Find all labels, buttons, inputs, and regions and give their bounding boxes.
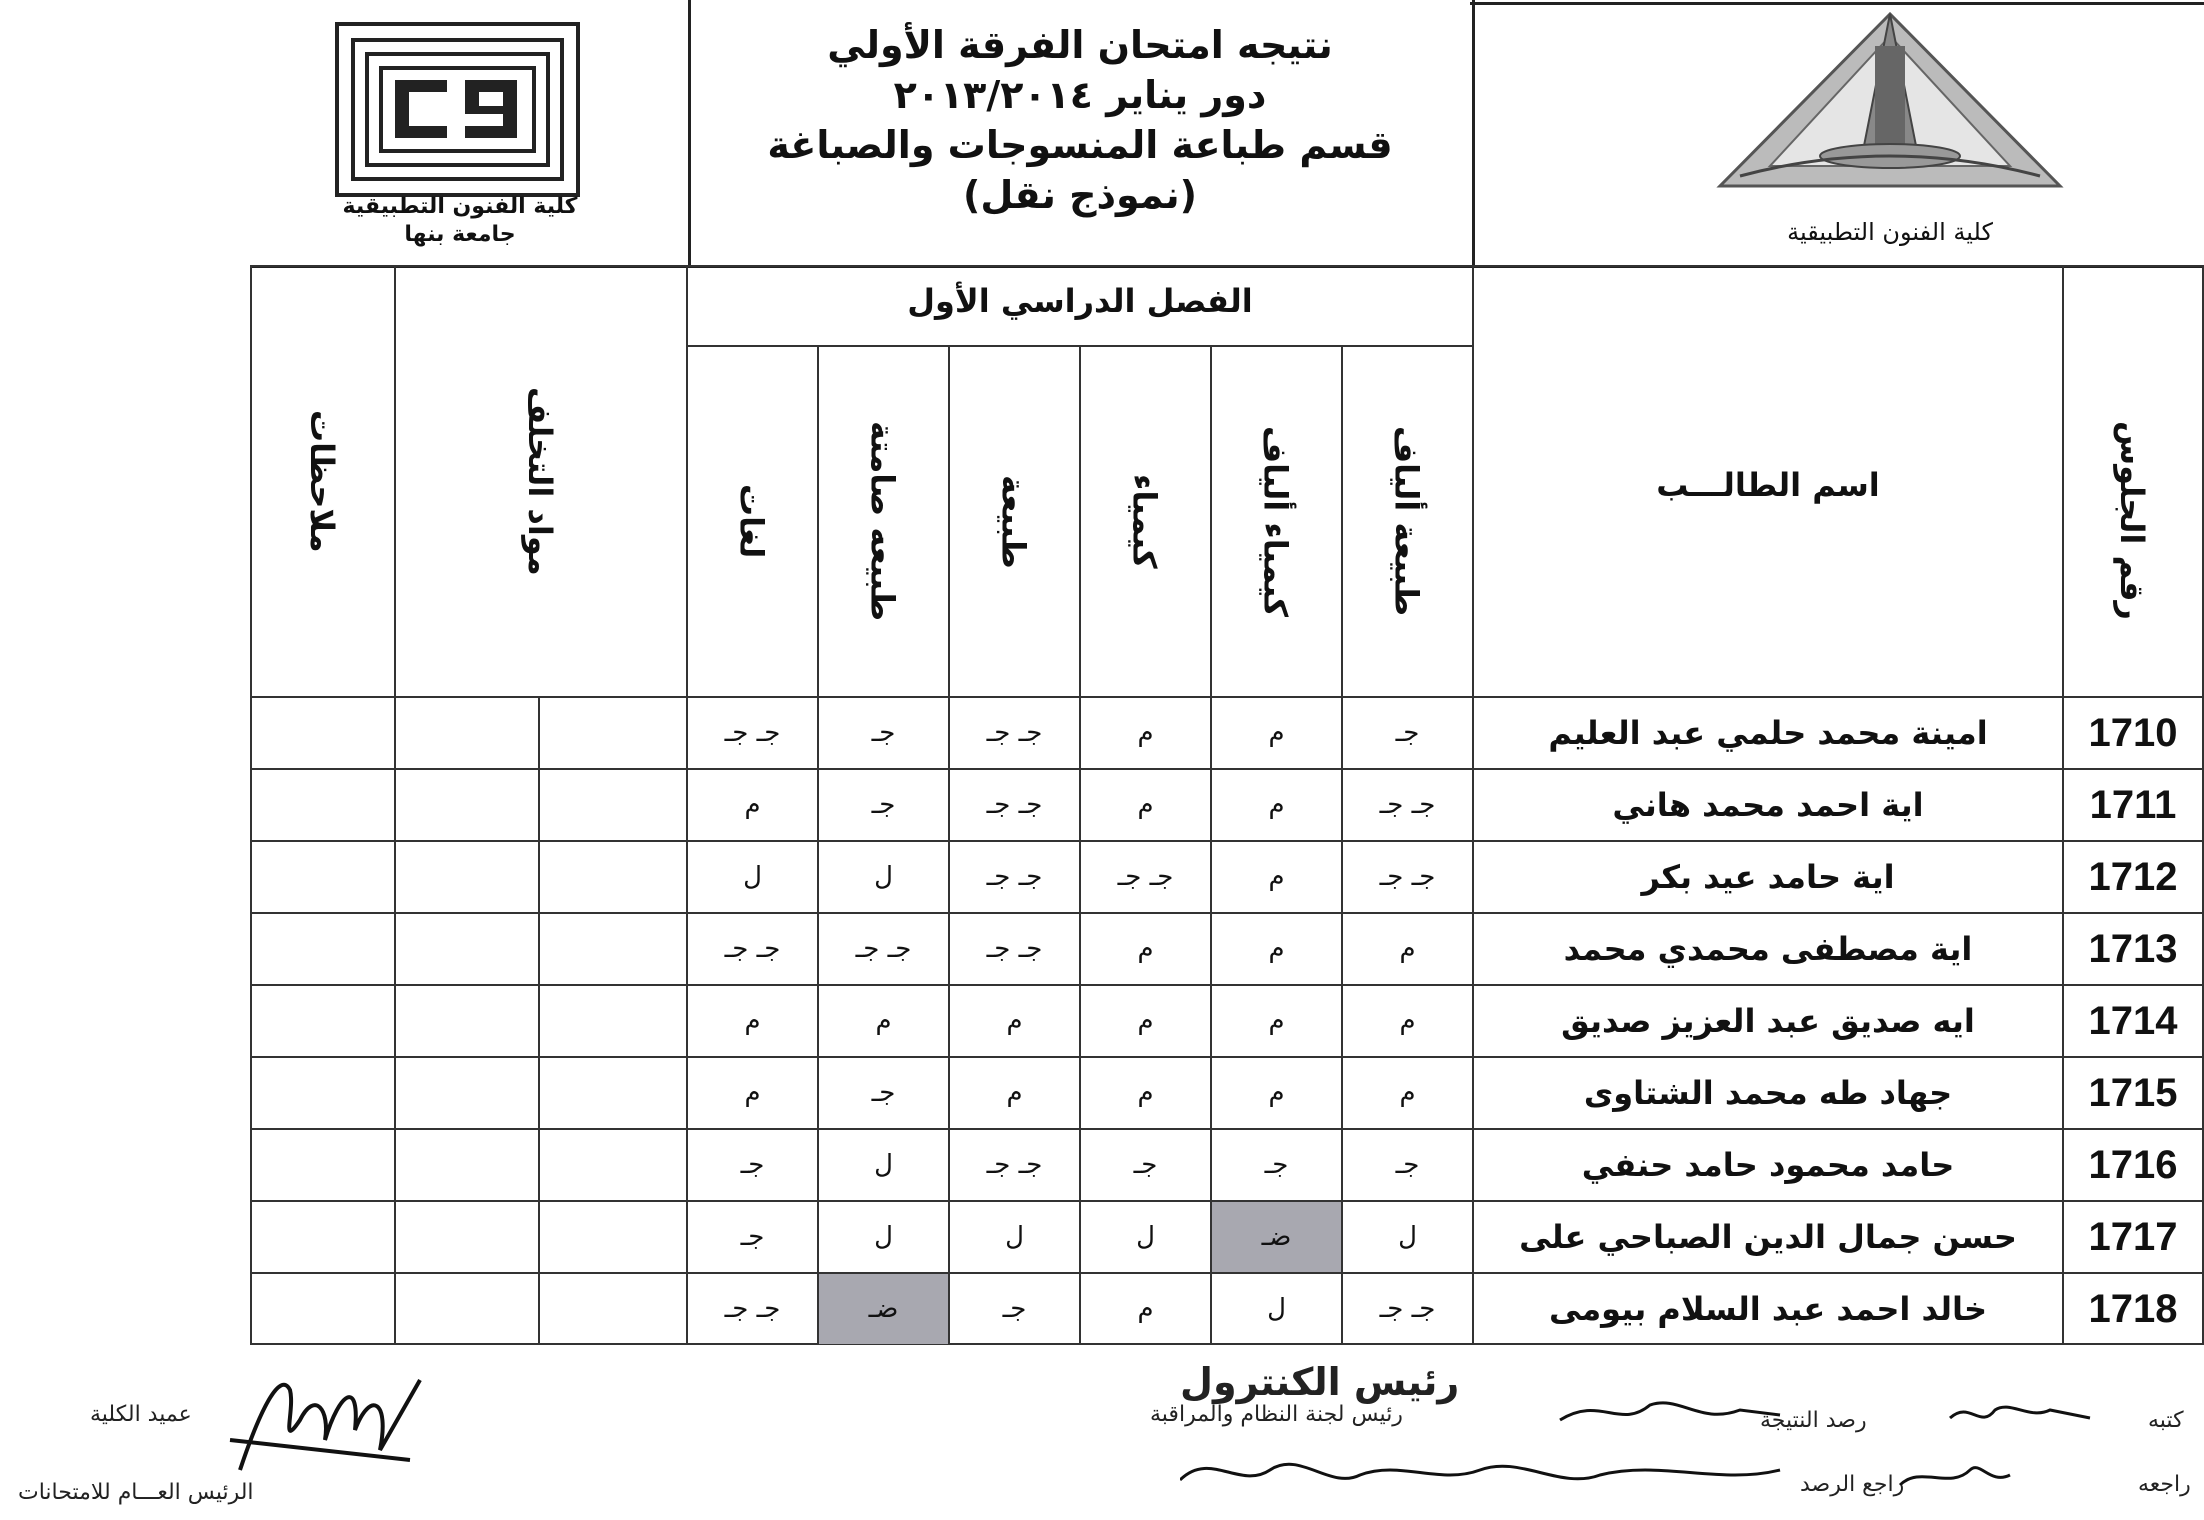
- left-logo-caption-line2: جامعة بنها: [404, 222, 516, 247]
- control-head-label: رئيس لجنة النظام والمراقبة: [1150, 1402, 1403, 1427]
- left-logo-caption-line1: كلية الفنون التطبيقية: [342, 194, 578, 219]
- grade-cell: جـ جـ: [986, 1150, 1043, 1180]
- col-header-subject-2: كيمياء ألياف: [1256, 426, 1295, 617]
- grade-cell: جـ جـ: [1379, 1294, 1436, 1324]
- title-line-4: (نموذج نقل): [963, 173, 1197, 217]
- seat-number: 1718: [2088, 1286, 2178, 1331]
- grade-cell: ل: [874, 1222, 893, 1252]
- seat-number: 1713: [2088, 926, 2178, 971]
- grade-cell: ل: [874, 1150, 893, 1180]
- writers-signatures: [1180, 1390, 2160, 1515]
- seat-number: 1717: [2088, 1214, 2178, 1259]
- grade-cell: جـ: [1002, 1294, 1027, 1324]
- reviewed-by-label: راجعه: [2138, 1472, 2191, 1497]
- student-name: اية حامد عيد بكر: [1641, 858, 1895, 896]
- grade-cell: م: [1137, 1006, 1154, 1036]
- col-header-notes: ملاحظات: [303, 410, 341, 553]
- grade-cell: جـ جـ: [986, 718, 1043, 748]
- record-review-label: راجع الرصد: [1800, 1472, 1905, 1497]
- grade-cell: جـ: [1395, 718, 1420, 748]
- grade-cell: جـ جـ: [1379, 790, 1436, 820]
- grade-cell: م: [1399, 934, 1416, 964]
- grade-cell: جـ: [1133, 1150, 1158, 1180]
- student-name: خالد احمد عبد السلام بيومى: [1548, 1290, 1988, 1328]
- col-header-subject-1: طبيعة ألياف: [1387, 426, 1426, 617]
- grade-cell: جـ جـ: [1117, 862, 1174, 892]
- title-line-3: قسم طباعة المنسوجات والصباغة: [767, 123, 1393, 167]
- grade-cell: م: [744, 1006, 761, 1036]
- grade-cell: جـ: [871, 790, 896, 820]
- grade-cell: م: [875, 1006, 892, 1036]
- student-name: جهاد طه محمد الشتاوى: [1583, 1074, 1953, 1112]
- grade-cell: م: [1268, 1006, 1285, 1036]
- grade-cell: م: [1268, 1078, 1285, 1108]
- col-line: [538, 696, 540, 1345]
- grade-cell: م: [1268, 862, 1285, 892]
- grade-cell: ل: [1267, 1294, 1286, 1324]
- grade-cell: جـ: [740, 1150, 765, 1180]
- grade-cell: م: [744, 790, 761, 820]
- seat-number: 1714: [2088, 998, 2178, 1043]
- col-header-subject-5: طبيعه صامتة: [863, 421, 902, 622]
- col-header-subject-4: طبيعة: [994, 474, 1033, 569]
- exams-head-label: الرئيس العـــام للامتحانات: [18, 1480, 254, 1505]
- student-name: اية مصطفى محمدي محمد: [1563, 930, 1973, 968]
- student-name: امينة محمد حلمي عبد العليم: [1548, 714, 1988, 752]
- grade-cell: جـ جـ: [724, 718, 781, 748]
- grade-cell: م: [1137, 790, 1154, 820]
- grade-cell: م: [1137, 1294, 1154, 1324]
- grade-cell: م: [1137, 1078, 1154, 1108]
- grade-cell: ضـ: [819, 1274, 948, 1344]
- grade-cell: م: [1006, 1078, 1023, 1108]
- student-name: حسن جمال الدين الصباحي على: [1519, 1218, 2017, 1256]
- grade-cell: جـ جـ: [724, 934, 781, 964]
- grade-cell: م: [1399, 1006, 1416, 1036]
- student-name: اية احمد محمد هاني: [1612, 786, 1924, 824]
- written-by-label: كتبه: [2148, 1408, 2184, 1433]
- header-top-line: [1470, 2, 2204, 5]
- grade-cell: م: [1268, 790, 1285, 820]
- grade-cell: جـ جـ: [986, 862, 1043, 892]
- grade-cell: جـ: [871, 1078, 896, 1108]
- title-line-1: نتيجه امتحان الفرقة الأولي: [827, 23, 1333, 67]
- grade-cell: ل: [743, 862, 762, 892]
- seat-number: 1716: [2088, 1142, 2178, 1187]
- results-recorded-label: رصد النتيجة: [1760, 1408, 1867, 1433]
- student-name: حامد محمود حامد حنفي: [1581, 1146, 1955, 1184]
- grade-cell: ل: [874, 862, 893, 892]
- grade-cell: م: [1006, 1006, 1023, 1036]
- col-header-subject-6: لغات: [732, 484, 771, 559]
- dean-label: عميد الكلية: [90, 1402, 192, 1427]
- grade-cell: جـ جـ: [986, 934, 1043, 964]
- seat-number: 1712: [2088, 854, 2178, 899]
- col-header-failed-subjects: مواد التخلف: [521, 387, 559, 576]
- dean-signature: [220, 1350, 450, 1490]
- grade-cell: ل: [1005, 1222, 1024, 1252]
- grade-cell: جـ: [740, 1222, 765, 1252]
- semester-label: الفصل الدراسي الأول: [907, 282, 1253, 320]
- seat-number: 1710: [2088, 710, 2178, 755]
- control-signature-text: رئيس الكنترول: [1180, 1360, 1460, 1404]
- left-logo-caption: [300, 193, 620, 249]
- faculty-logo-left: [335, 22, 580, 197]
- right-logo-caption: كلية الفنون التطبيقية: [1787, 218, 1993, 246]
- grade-cell: م: [744, 1078, 761, 1108]
- col-header-subject-3: كيمياء: [1125, 474, 1164, 569]
- header-divider-right: [1472, 0, 1475, 268]
- grade-cell: جـ جـ: [1379, 862, 1436, 892]
- grade-cell: ل: [1398, 1222, 1417, 1252]
- seat-number: 1711: [2089, 782, 2177, 827]
- grade-cell: ضـ: [1212, 1202, 1341, 1272]
- grade-cell: م: [1137, 718, 1154, 748]
- grade-cell: م: [1268, 718, 1285, 748]
- grade-cell: م: [1137, 934, 1154, 964]
- grade-cell: ل: [1136, 1222, 1155, 1252]
- exam-title-block: [690, 20, 1470, 220]
- grade-cell: جـ جـ: [724, 1294, 781, 1324]
- grade-cell: جـ: [1395, 1150, 1420, 1180]
- grade-cell: جـ جـ: [855, 934, 912, 964]
- grade-cell: جـ: [871, 718, 896, 748]
- student-name: ايه صديق عبد العزيز صديق: [1561, 1002, 1975, 1040]
- grade-cell: م: [1399, 1078, 1416, 1108]
- seat-number: 1715: [2088, 1070, 2178, 1115]
- title-line-2: دور يناير ٢٠١٣/٢٠١٤: [893, 73, 1267, 117]
- grade-cell: م: [1268, 934, 1285, 964]
- grade-cell: جـ جـ: [986, 790, 1043, 820]
- col-header-name: اسم الطالـــب: [1656, 466, 1880, 504]
- col-header-seat: رقم الجلوس: [2113, 420, 2151, 620]
- grade-cell: جـ: [1264, 1150, 1289, 1180]
- university-emblem: [1700, 6, 2080, 206]
